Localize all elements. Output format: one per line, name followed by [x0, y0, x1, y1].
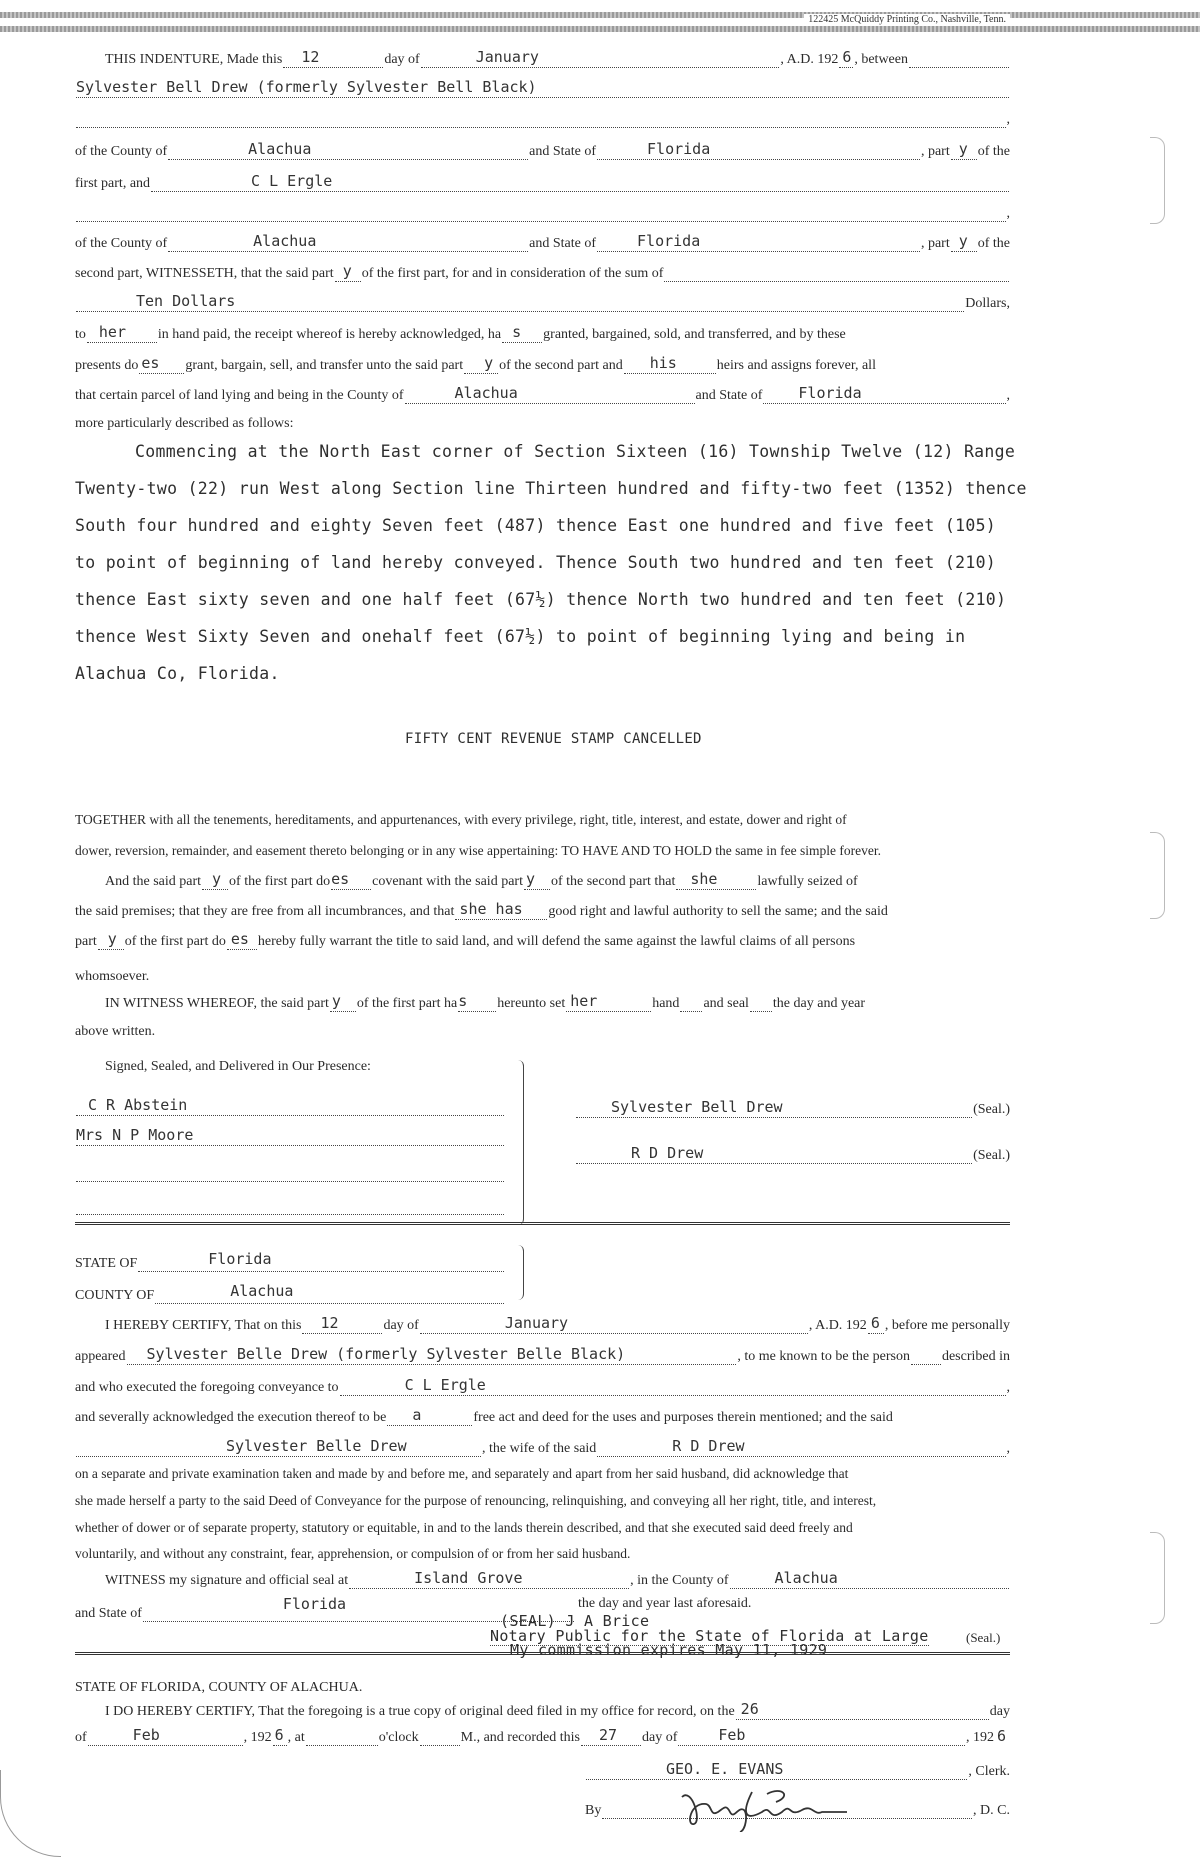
- deputy-signature-field: [602, 1800, 972, 1819]
- label: , the wife of the said: [482, 1441, 597, 1456]
- label: , to me known to be the person: [737, 1349, 910, 1364]
- typed-entry: 26: [740, 1700, 759, 1718]
- typed-entry: Alachua: [230, 1282, 294, 1300]
- label: , before me personally: [884, 1318, 1010, 1333]
- habendum-line: [75, 837, 1010, 859]
- has-suffix-field: [502, 324, 542, 343]
- label: Dollars,: [965, 296, 1010, 311]
- label: and State of: [529, 236, 597, 251]
- label: Signed, Sealed, and Delivered in Our Presence:: [105, 1059, 371, 1074]
- covenant-line-2: [75, 898, 1010, 920]
- label: hereby fully warrant the title to said land, and will defend the same against the lawful claims of all persons: [257, 934, 856, 949]
- deputy-clerk-line: [585, 1797, 1010, 1819]
- revenue-stamp-note: FIFTY CENT REVENUE STAMP CANCELLED: [405, 731, 702, 747]
- typed-entry: 27: [598, 1726, 618, 1744]
- notary-title: Notary Public for the State of Florida at Large: [490, 1627, 929, 1645]
- typed-entry: C L Ergle: [404, 1376, 486, 1394]
- typed-entry: s: [458, 992, 468, 1010]
- signer-field: [576, 1099, 972, 1118]
- grantee-line: [75, 170, 1010, 192]
- label: and State of: [529, 144, 597, 159]
- paid-line: [75, 321, 1010, 343]
- blank: [76, 109, 1006, 128]
- she-has-field: [455, 901, 547, 920]
- blank: [909, 49, 1009, 68]
- binder-ring-mark: [1150, 832, 1165, 919]
- typed-entry: Island Grove: [414, 1569, 523, 1587]
- witness-signature-line: [75, 1124, 505, 1146]
- typed-entry: her: [570, 992, 598, 1010]
- typed-entry: she has: [459, 900, 523, 918]
- signer-field: [576, 1145, 972, 1164]
- typed-entry: es: [141, 354, 160, 372]
- label: heirs and assigns forever, all: [716, 358, 876, 373]
- label: (Seal.): [973, 1148, 1010, 1163]
- label: THIS INDENTURE, Made this: [105, 52, 283, 67]
- signer-signature-line: [575, 1096, 1010, 1118]
- typed-entry: s: [512, 323, 522, 341]
- typed-entry: 6: [870, 1314, 880, 1332]
- label: voluntarily, and without any constraint, fear, apprehension, or compulsion of or from her said husband.: [75, 1546, 631, 1561]
- description-line: Twenty-two (22) run West along Section line Thirteen hundred and fifty-two feet (1352) thence: [75, 479, 1027, 498]
- typed-entry: C R Abstein: [88, 1096, 188, 1114]
- label: that certain parcel of land lying and being in the County of: [75, 388, 404, 403]
- typed-entry: es: [230, 930, 249, 948]
- witness-signature-line: [75, 1160, 505, 1182]
- does-suffix-field: [227, 931, 257, 950]
- county-field: [168, 141, 528, 160]
- binder-ring-mark: [1150, 137, 1165, 224]
- top-border-band: [0, 26, 1200, 32]
- typed-entry: 12: [301, 48, 320, 66]
- label: I DO HEREBY CERTIFY, That the foregoing is a true copy of original deed filed in my office for record, on the: [105, 1704, 735, 1719]
- grantee-field: [340, 1377, 1006, 1396]
- label: grant, bargain, sell, and transfer unto the said part: [185, 358, 464, 373]
- label: day of: [384, 52, 420, 67]
- above-written-line: [75, 1018, 1010, 1040]
- binder-ring-mark: [1150, 1532, 1165, 1624]
- label: of the first part, for and in consideration of the sum of: [361, 266, 664, 281]
- blank: [750, 993, 772, 1012]
- label: free act and deed for the uses and purposes therein mentioned; and the said: [473, 1410, 893, 1425]
- witness-field: [76, 1097, 504, 1116]
- does-suffix-field: [139, 355, 184, 374]
- label: whether of dower or of separate property, statutory or equitable, in and to the lands therein described, and that she executed said deed freely and: [75, 1520, 853, 1535]
- typed-entry: Feb: [718, 1726, 746, 1744]
- blank: [680, 993, 702, 1012]
- label: good right and lawful authority to sell the same; and the said: [548, 904, 888, 919]
- label: , A.D. 192: [780, 52, 839, 67]
- typed-entry: Feb: [132, 1726, 160, 1744]
- typed-entry: y: [212, 870, 222, 888]
- described-line: [75, 410, 1010, 432]
- label: STATE OF: [75, 1256, 138, 1271]
- typed-entry: GEO. E. EVANS: [666, 1760, 784, 1778]
- county-field: [730, 1570, 1009, 1589]
- label: whomsoever.: [75, 969, 150, 984]
- blank-line: [75, 200, 1010, 222]
- typed-entry: y: [107, 930, 117, 948]
- label: , in the County of: [630, 1573, 729, 1588]
- label: of: [75, 1730, 87, 1745]
- blank: [76, 1163, 504, 1182]
- day-field: [283, 49, 383, 68]
- severally-line: [75, 1404, 1010, 1426]
- appeared-line: [75, 1343, 1010, 1365]
- label: TOGETHER with all the tenements, hereditaments, and appurtenances, with every privilege, right, title, interest, and estate, dower and right of: [75, 812, 847, 827]
- label: of the: [977, 144, 1010, 159]
- label: appeared: [75, 1349, 126, 1364]
- label: in hand paid, the receipt whereof is hereby acknowledged, ha: [157, 327, 502, 342]
- label: and who executed the foregoing conveyance to: [75, 1380, 339, 1395]
- habendum-line: [75, 806, 1010, 828]
- label: dower, reversion, remainder, and easement thereto belonging or in any wise appertaining: TO HAVE AND TO HOLD the same in fee simple forever.: [75, 843, 881, 858]
- does-suffix-field: [331, 871, 371, 890]
- brace: [515, 1060, 524, 1225]
- acknowledgment-text: [75, 1514, 1010, 1536]
- grantor-line: [75, 76, 1010, 98]
- brace: [515, 1245, 524, 1300]
- typed-entry: R D Drew: [631, 1144, 704, 1162]
- label: By: [585, 1803, 602, 1818]
- typed-entry: Florida: [208, 1250, 272, 1268]
- label: ,: [1006, 1441, 1010, 1456]
- am-pm-field: [420, 1727, 460, 1746]
- county-field: [155, 1282, 504, 1304]
- hour-field: [306, 1727, 378, 1746]
- label: and severally acknowledged the execution thereof to be: [75, 1410, 387, 1425]
- covenant-line-3: [75, 928, 1010, 950]
- county-field: [405, 385, 695, 404]
- month-field: [420, 1315, 808, 1334]
- year-field: [868, 1315, 884, 1334]
- label: hereunto set: [497, 996, 566, 1011]
- label: I HEREBY CERTIFY, That on this: [105, 1318, 302, 1333]
- label: , 192: [966, 1730, 994, 1745]
- part-suffix-field: [464, 355, 498, 374]
- label: day of: [383, 1318, 419, 1333]
- her-field: [566, 993, 651, 1012]
- blank: [76, 203, 1006, 222]
- label: of the second part that: [550, 874, 676, 889]
- state-field: [763, 385, 1005, 404]
- label: on a separate and private examination taken and made by and before me, and separately and apart from her said husband, did acknowledge that: [75, 1466, 849, 1481]
- typed-entry: Florida: [637, 232, 701, 250]
- typed-entry: y: [484, 354, 494, 372]
- label: the day and year: [772, 996, 866, 1011]
- typed-entry: Alachua: [248, 140, 312, 158]
- typed-entry: Florida: [798, 384, 862, 402]
- part-suffix-field: [98, 931, 124, 950]
- clerk-field: [586, 1761, 967, 1780]
- notary-seal-label: (Seal.): [966, 1630, 1001, 1645]
- typed-entry: 12: [320, 1314, 339, 1332]
- wife-line: [75, 1435, 1010, 1457]
- parcel-line: [75, 382, 1010, 404]
- witness-field: [76, 1127, 504, 1146]
- label: of the first part ha: [356, 996, 458, 1011]
- typed-entry: 6: [842, 48, 852, 66]
- month-field: [421, 49, 780, 68]
- acknowledgment-text: [75, 1460, 1010, 1482]
- typed-entry: a: [412, 1406, 422, 1424]
- typed-entry: y: [958, 140, 968, 158]
- handwritten-signature: [672, 1782, 932, 1832]
- blank-line: [75, 106, 1010, 128]
- typed-entry: January: [475, 48, 539, 66]
- sum-line: [75, 290, 1010, 312]
- part-suffix-field: [951, 141, 977, 160]
- label: ,: [1006, 1380, 1010, 1395]
- label: more particularly described as follows:: [75, 416, 294, 431]
- filed-year-field: [273, 1727, 287, 1746]
- covenant-line-1: [105, 868, 1010, 890]
- label: o'clock: [378, 1730, 419, 1745]
- typed-entry: 6: [997, 1727, 1007, 1745]
- label: , at: [287, 1730, 305, 1745]
- label: described in: [941, 1349, 1010, 1364]
- witnesseth-line: [75, 260, 1010, 282]
- part-suffix-field: [524, 871, 550, 890]
- county-line: [75, 1282, 505, 1304]
- year-field: [839, 49, 853, 68]
- description-line: thence East sixty seven and one half feet (67½) thence North two hundred and ten feet (210): [75, 590, 1007, 609]
- label: and State of: [695, 388, 763, 403]
- label: ,: [1006, 206, 1010, 221]
- label: day of: [641, 1730, 678, 1745]
- description-line: Alachua Co, Florida.: [75, 664, 280, 683]
- recorded-month-field: [678, 1727, 965, 1746]
- page-corner-curve: [0, 1770, 61, 1857]
- label: , between: [854, 52, 908, 67]
- typed-entry: January: [504, 1314, 569, 1332]
- presence-label: [105, 1053, 505, 1075]
- label: and seal: [703, 996, 749, 1011]
- label: , D. C.: [973, 1803, 1010, 1818]
- typed-entry: y: [958, 232, 968, 250]
- state-field: [597, 141, 920, 160]
- wife-field: [76, 1438, 481, 1457]
- top-border-band: [0, 12, 1200, 18]
- label: covenant with the said part: [372, 874, 523, 889]
- description-line: Commencing at the North East corner of Section Sixteen (16) Township Twelve (12) Range: [135, 442, 1016, 461]
- typed-entry: R D Drew: [672, 1437, 745, 1455]
- label: she made herself a party to the said Deed of Conveyance for the purpose of renouncing, relinquishing, and conveying all her right, title, and interest,: [75, 1493, 877, 1508]
- typed-entry: Sylvester Belle Drew: [226, 1437, 407, 1455]
- recording-certify-line: [105, 1698, 1010, 1720]
- part-suffix-field: [951, 233, 977, 252]
- label: STATE OF FLORIDA, COUNTY OF ALACHUA.: [75, 1680, 363, 1695]
- certify-line: [105, 1312, 1010, 1334]
- label: , part: [920, 144, 950, 159]
- label: , 192: [243, 1730, 272, 1745]
- label: , A.D. 192: [808, 1318, 867, 1333]
- aforesaid-text: the day and year last aforesaid.: [578, 1596, 752, 1611]
- typed-entry: Sylvester Bell Drew (formerly Sylvester Bell Black): [76, 78, 537, 96]
- label: COUNTY OF: [75, 1288, 155, 1303]
- witness-signature-line: [75, 1193, 505, 1215]
- clerk-line: [585, 1758, 1010, 1780]
- typed-entry: Florida: [647, 140, 711, 158]
- typed-entry: C L Ergle: [251, 172, 333, 190]
- she-field: [676, 871, 756, 890]
- county-line-1: [75, 138, 1010, 160]
- description-line: to point of beginning of land hereby conveyed. Thence South two hundred and ten feet (210): [75, 553, 997, 572]
- filed-month-field: [88, 1727, 243, 1746]
- label: of the first part do: [124, 934, 226, 949]
- section-divider: [75, 1222, 1010, 1225]
- signer-signature-line: [575, 1142, 1010, 1164]
- typed-entry: Alachua: [774, 1569, 838, 1587]
- conveyance-to-line: [75, 1374, 1010, 1396]
- typed-entry: 6: [274, 1726, 284, 1744]
- label: presents do: [75, 358, 139, 373]
- has-suffix-field: [458, 993, 496, 1012]
- typed-entry: Sylvester Bell Drew: [611, 1098, 783, 1116]
- sum-field: [76, 293, 964, 312]
- typed-entry: es: [331, 870, 350, 888]
- typed-entry: Alachua: [253, 232, 317, 250]
- grantee-field: [151, 173, 1009, 192]
- label: hand: [652, 996, 680, 1011]
- free-act-field: [387, 1407, 472, 1426]
- label: second part, WITNESSETH, that the said part: [75, 266, 334, 281]
- printer-imprint: 122425 McQuiddy Printing Co., Nashville, Tenn.: [804, 14, 1010, 25]
- recorded-year-field: [995, 1728, 1009, 1746]
- recording-heading: [75, 1674, 1010, 1696]
- label: of the County of: [75, 144, 168, 159]
- typed-entry: she: [690, 870, 718, 888]
- witness-seal-line: [105, 1567, 1010, 1589]
- typed-entry: Sylvester Belle Drew (formerly Sylvester Belle Black): [146, 1345, 626, 1363]
- person-field: [127, 1346, 737, 1365]
- label: of the: [977, 236, 1010, 251]
- label: lawfully seized of: [757, 874, 858, 889]
- label: of the first part do: [229, 874, 331, 889]
- typed-entry: y: [342, 262, 352, 280]
- place-field: [349, 1570, 629, 1589]
- heirs-of-field: [624, 355, 716, 374]
- label: above written.: [75, 1024, 156, 1039]
- witness-signature-line: [75, 1094, 505, 1116]
- label: IN WITNESS WHEREOF, the said part: [105, 996, 329, 1011]
- label: ,: [1006, 112, 1010, 127]
- state-field: [138, 1250, 504, 1272]
- label: and State of: [75, 1606, 142, 1621]
- blank: [911, 1346, 941, 1365]
- typed-entry: Alachua: [454, 384, 518, 402]
- label: granted, bargained, sold, and transferred, and by these: [543, 327, 846, 342]
- label: And the said part: [105, 874, 202, 889]
- indenture-line-1: [105, 46, 1010, 68]
- label: part: [75, 934, 97, 949]
- typed-entry: Florida: [282, 1595, 347, 1613]
- label: , part: [920, 236, 950, 251]
- husband-field: [597, 1438, 1005, 1457]
- part-suffix-field: [335, 263, 361, 282]
- part-suffix-field: [330, 993, 356, 1012]
- covenant-line-4: [75, 963, 1010, 985]
- label: (Seal.): [973, 1102, 1010, 1117]
- label: ,: [1006, 388, 1010, 403]
- label: M., and recorded this: [460, 1730, 580, 1745]
- grantor-field: [76, 79, 1009, 98]
- filed-day-field: [736, 1701, 989, 1720]
- acknowledgment-text: [75, 1487, 1010, 1509]
- recording-date-line: [75, 1724, 1010, 1746]
- recorded-day-field: [581, 1727, 641, 1746]
- section-divider: [75, 1652, 1010, 1655]
- description-line: thence West Sixty Seven and onehalf feet (67½) to point of beginning lying and being in: [75, 627, 966, 646]
- witness-whereof-line: [105, 990, 1010, 1012]
- typed-entry: Mrs N P Moore: [76, 1126, 194, 1144]
- typed-entry: his: [649, 354, 677, 372]
- part-suffix-field: [202, 871, 228, 890]
- blank: [664, 263, 1009, 282]
- typed-entry: y: [331, 992, 341, 1010]
- day-field: [302, 1315, 382, 1334]
- label: , Clerk.: [968, 1764, 1010, 1779]
- label: day: [989, 1704, 1010, 1719]
- typed-entry: y: [525, 870, 535, 888]
- label: first part, and: [75, 176, 151, 191]
- county-line-2: [75, 230, 1010, 252]
- label: of the second part and: [499, 358, 623, 373]
- label: WITNESS my signature and official seal at: [105, 1573, 349, 1588]
- typed-entry: her: [98, 323, 126, 341]
- label: of the County of: [75, 236, 168, 251]
- acknowledgment-text: [75, 1540, 1010, 1562]
- blank: [76, 1196, 504, 1215]
- label: to: [75, 327, 86, 342]
- notary-name: (SEAL) J A Brice: [500, 1612, 650, 1630]
- description-line: South four hundred and eighty Seven feet (487) thence East one hundred and five feet (105): [75, 516, 997, 535]
- presents-line: [75, 352, 1010, 374]
- county-field: [168, 233, 528, 252]
- state-field: [597, 233, 920, 252]
- state-line: [75, 1250, 505, 1272]
- commission-expiry: My commission expires May 11, 1929: [510, 1641, 828, 1659]
- to-whom-field: [87, 324, 157, 343]
- label: the said premises; that they are free from all incumbrances, and that: [75, 904, 455, 919]
- typed-entry: Ten Dollars: [136, 292, 236, 310]
